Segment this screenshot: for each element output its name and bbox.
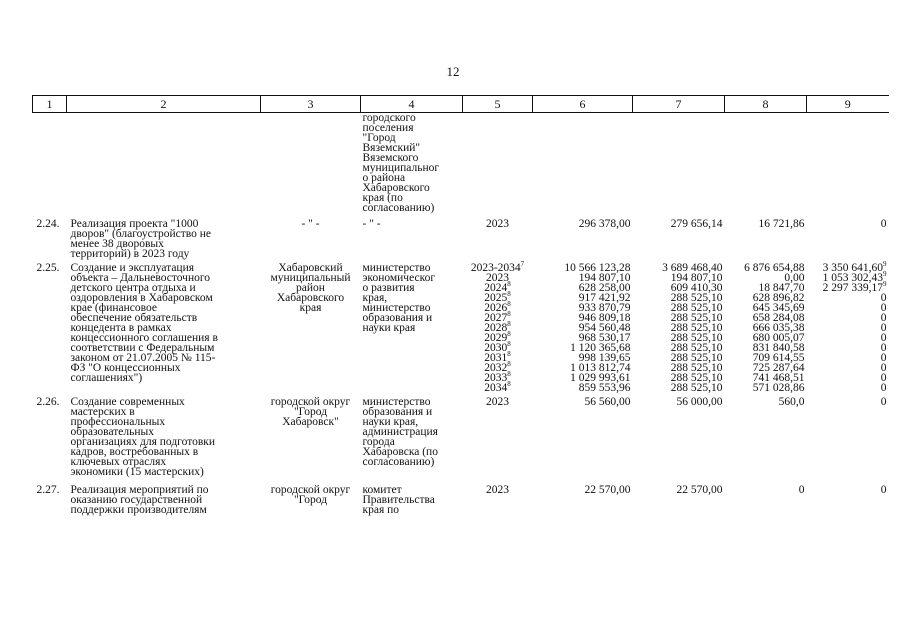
amount-value: 946 809,18 [578,312,631,324]
item-territory [261,393,361,477]
item-name [67,477,261,515]
text-line: крае (финансовое [70,302,157,314]
amount-value: 288 525,10 [670,382,723,394]
amount-value: 954 560,48 [578,322,631,334]
text-line: детского центра отдыха и [70,282,196,294]
amount-value: 0,00 [784,272,805,284]
item-years [463,213,533,259]
footnote-mark: 8 [507,320,511,329]
table-row [33,259,889,393]
amount-value: 288 525,10 [670,292,723,304]
amount-value: 1 029 993,61 [570,372,631,384]
year-value [465,219,531,229]
amount-value: 56 560,00 [584,396,631,408]
text-line: дворов" (благоустройство не [70,228,211,240]
item-name [67,393,261,477]
text-line: оздоровления в Хабаровском [70,292,213,304]
continuation-row [33,113,889,214]
text-line: городского [362,112,416,124]
text-line: края [299,302,322,314]
item-col7 [633,477,725,515]
amount-value: 288 525,10 [670,372,723,384]
text-line: края (по [362,192,403,204]
item-name [67,213,261,259]
text-line: район [296,282,325,294]
item-years [463,259,533,393]
amount-value: 194 807,10 [578,272,631,284]
text-line: Создание современных [70,396,185,408]
value-text: 2031 [484,352,508,364]
footnote-mark: 8 [507,360,511,369]
amount-value: 645 345,69 [752,302,805,314]
amount-value: 296 378,00 [578,218,631,230]
amount-value: 859 553,96 [578,382,631,394]
text-line: Вяземского [362,152,419,164]
amount-value [809,373,887,383]
amount-value: 288 525,10 [670,342,723,354]
amount-value [809,293,887,303]
value-text: 0 [880,484,887,496]
item-col8 [725,213,807,259]
text-line: "Город [293,406,328,418]
item-number: 2.25. [36,262,60,274]
continuation-executor [361,113,463,214]
text-line: Хабаровского [362,182,430,194]
value-text: 0 [880,322,887,334]
value-text: 2023 [486,396,509,408]
value-text: 0 [880,396,887,408]
amount-value [809,363,887,373]
amount-value [809,353,887,363]
value-text: 2032 [484,362,508,374]
item-col8 [725,477,807,515]
value-text: 2023 [486,484,509,496]
amount-value: 18 847,70 [758,282,805,294]
value-text: 2024 [484,282,508,294]
amount-value: 279 656,14 [670,218,723,230]
text-line: о развития [362,282,415,294]
text-line: экономическог [362,272,436,284]
item-territory [261,477,361,515]
amount-value: 288 525,10 [670,352,723,364]
header-cell-3: 3 [261,96,361,113]
text-line: соответствии с Федеральным [70,342,215,354]
amount-value: 16 721,86 [758,218,805,230]
text-line: Хабаровска (по [362,446,438,458]
text-line: Правительства [362,494,435,506]
item-executor [361,477,463,515]
text-line: Хабаровский [278,262,343,274]
value-text: 3 350 641,60 [822,262,883,274]
text-line: обеспечение обязательств [70,312,198,324]
value-text: 0 [880,342,887,354]
item-col8 [725,259,807,393]
text-line: "Город [362,132,396,144]
text-line: поддержки производителям [70,504,207,516]
amount-value [809,219,887,229]
text-line: городской округ [270,396,351,408]
amount-value: 288 525,10 [670,302,723,314]
header-cell-7: 7 [633,96,725,113]
amount-value: 609 410,30 [670,282,723,294]
value-text: 2033 [484,372,508,384]
header-cell-8: 8 [725,96,807,113]
amount-value: 194 807,10 [670,272,723,284]
amount-value [809,383,887,393]
value-text: 0 [880,332,887,344]
amount-value: 288 525,10 [670,312,723,324]
value-text: 1 053 302,43 [822,272,883,284]
amount-value: 560,0 [778,396,805,408]
text-line: ключевых отраслях [70,456,167,468]
amount-value: 628 258,00 [578,282,631,294]
value-text: 2034 [484,382,508,394]
amount-value: 56 000,00 [676,396,723,408]
footnote-mark: 8 [507,310,511,319]
footnote-mark: 9 [883,280,887,289]
item-total [533,259,633,393]
amount-value: 22 570,00 [584,484,631,496]
value-text: 2028 [484,322,508,334]
value-text: 0 [880,312,887,324]
item-number: 2.27. [36,484,60,496]
amount-value: 968 530,17 [578,332,631,344]
text-line: муниципальног [362,162,440,174]
value-text: 0 [880,218,887,230]
text-line: территорий) в 2023 году [70,248,190,260]
item-total [533,213,633,259]
amount-value: 0 [798,484,805,496]
text-line: - " - [301,218,320,230]
text-line: "Город [293,494,328,506]
item-col8 [725,393,807,477]
table-row [33,213,889,259]
amount-value: 831 840,58 [752,342,805,354]
text-line: образования и [362,406,433,418]
text-line: о района [362,172,406,184]
amount-value: 709 614,55 [752,352,805,364]
footnote-mark: 7 [520,260,525,269]
year-value [465,380,531,394]
amount-value [809,485,887,495]
text-line: мастерских в [70,406,135,418]
value-text: 0 [880,382,887,394]
item-col9 [807,259,889,393]
value-text: 2030 [484,342,508,354]
text-line: организациях для подготовки [70,436,216,448]
text-line: кадров, востребованных в [70,446,199,458]
item-executor [361,259,463,393]
text-line: образования и [362,312,433,324]
amount-value: 3 689 468,40 [662,262,723,274]
year-value [465,397,531,407]
value-text: 2023 [486,272,509,284]
amount-value: 288 525,10 [670,362,723,374]
item-col7 [633,213,725,259]
amount-value: 741 468,51 [752,372,805,384]
value-text: 0 [880,352,887,364]
text-line: законом от 21.07.2005 № 115- [70,352,216,364]
item-years [463,393,533,477]
text-line: концессионного соглашения в [70,332,218,344]
text-line: профессиональных [70,416,166,428]
item-col7 [633,393,725,477]
amount-value: 10 566 123,28 [564,262,631,274]
table-row [33,477,889,515]
text-line: Создание и эксплуатация [70,262,195,274]
amount-value: 680 005,07 [752,332,805,344]
text-line: министерство [362,302,431,314]
value-text: 0 [880,302,887,314]
footnote-mark: 8 [507,350,511,359]
footnote-mark: 8 [507,280,511,289]
amount-value: 571 028,86 [752,382,805,394]
footnote-mark: 8 [507,330,511,339]
text-line: комитет [362,484,402,496]
program-table [32,95,889,515]
item-total [533,477,633,515]
text-line: муниципальный [270,272,351,284]
header-cell-2: 2 [67,96,261,113]
value-text: 2029 [484,332,508,344]
item-years [463,477,533,515]
header-cell-1: 1 [33,96,67,113]
text-line: поселения [362,122,414,134]
amount-value [809,343,887,353]
text-line: города [362,436,395,448]
text-line: объекта – Дальневосточного [70,272,211,284]
amount-value: 1 120 365,68 [570,342,631,354]
item-executor [361,213,463,259]
header-cell-4: 4 [361,96,463,113]
text-line: согласованию) [362,202,435,214]
amount-value: 22 570,00 [676,484,723,496]
text-line: науки края, [362,416,419,428]
text-line: городской округ [270,484,351,496]
item-col9 [807,213,889,259]
amount-value: 658 284,08 [752,312,805,324]
amount-value [809,333,887,343]
amount-value [809,323,887,333]
footnote-mark: 9 [883,270,887,279]
amount-value [809,397,887,407]
text-line: Хабаровск" [282,416,339,428]
header-cell-5: 5 [463,96,533,113]
amount-value [809,313,887,323]
amount-value: 666 035,38 [752,322,805,334]
footnote-mark: 9 [883,260,887,269]
footnote-mark: 8 [507,290,511,299]
value-text: 2026 [484,302,508,314]
amount-value: 288 525,10 [670,322,723,334]
item-col9 [807,477,889,515]
text-line: концедента в рамках [70,322,172,334]
amount-value: 1 013 812,74 [570,362,631,374]
footnote-mark: 8 [507,370,511,379]
text-line: согласованию) [362,456,435,468]
amount-value: 725 287,64 [752,362,805,374]
page-number: 12 [446,64,460,79]
footnote-mark: 8 [507,300,511,309]
item-col7 [633,259,725,393]
footnote-mark: 8 [507,340,511,349]
item-territory [261,213,361,259]
item-total [533,393,633,477]
item-col9 [807,393,889,477]
text-line: экономики (15 мастерских) [70,466,204,478]
amount-value: 917 421,92 [578,292,631,304]
amount-value [809,303,887,313]
amount-value: 288 525,10 [670,332,723,344]
footnote-mark: 8 [507,380,511,389]
value-text: 2025 [484,292,508,304]
text-line: ФЗ "О концессионных [70,362,181,374]
year-value [465,485,531,495]
amount-value: 6 876 654,88 [744,262,805,274]
text-line: - " - [362,218,381,230]
item-name [67,259,261,393]
header-cell-9: 9 [807,96,889,113]
value-text: 0 [880,292,887,304]
amount-value [809,280,887,294]
text-line: образовательных [70,426,155,438]
item-territory [261,259,361,393]
text-line: администрация [362,426,438,438]
header-cell-6: 6 [533,96,633,113]
text-line: края, [362,292,388,304]
text-line: Реализация мероприятий по [70,484,209,496]
text-line: Хабаровского [276,292,345,304]
value-text: 0 [880,362,887,374]
value-text: 2023-2034 [470,262,521,274]
header-row [33,96,889,113]
text-line: Вяземский" [362,142,421,154]
amount-value: 628 896,82 [752,292,805,304]
amount-value: 933 870,79 [578,302,631,314]
text-line: оказанию государственной [70,494,203,506]
value-text: 2 297 339,17 [822,282,883,294]
text-line: министерство [362,262,431,274]
item-number: 2.24. [36,218,60,230]
text-line: Реализация проекта "1000 [70,218,199,230]
text-line: науки края [362,322,416,334]
item-number: 2.26. [36,396,60,408]
table-row [33,393,889,477]
value-text: 2023 [486,218,509,230]
amount-value: 998 139,65 [578,352,631,364]
text-line: соглашениях") [70,372,143,384]
item-executor [361,393,463,477]
text-line: менее 38 дворовых [70,238,164,250]
value-text: 2027 [484,312,508,324]
text-line: министерство [362,396,431,408]
text-line: края по [362,504,400,516]
value-text: 0 [880,372,887,384]
